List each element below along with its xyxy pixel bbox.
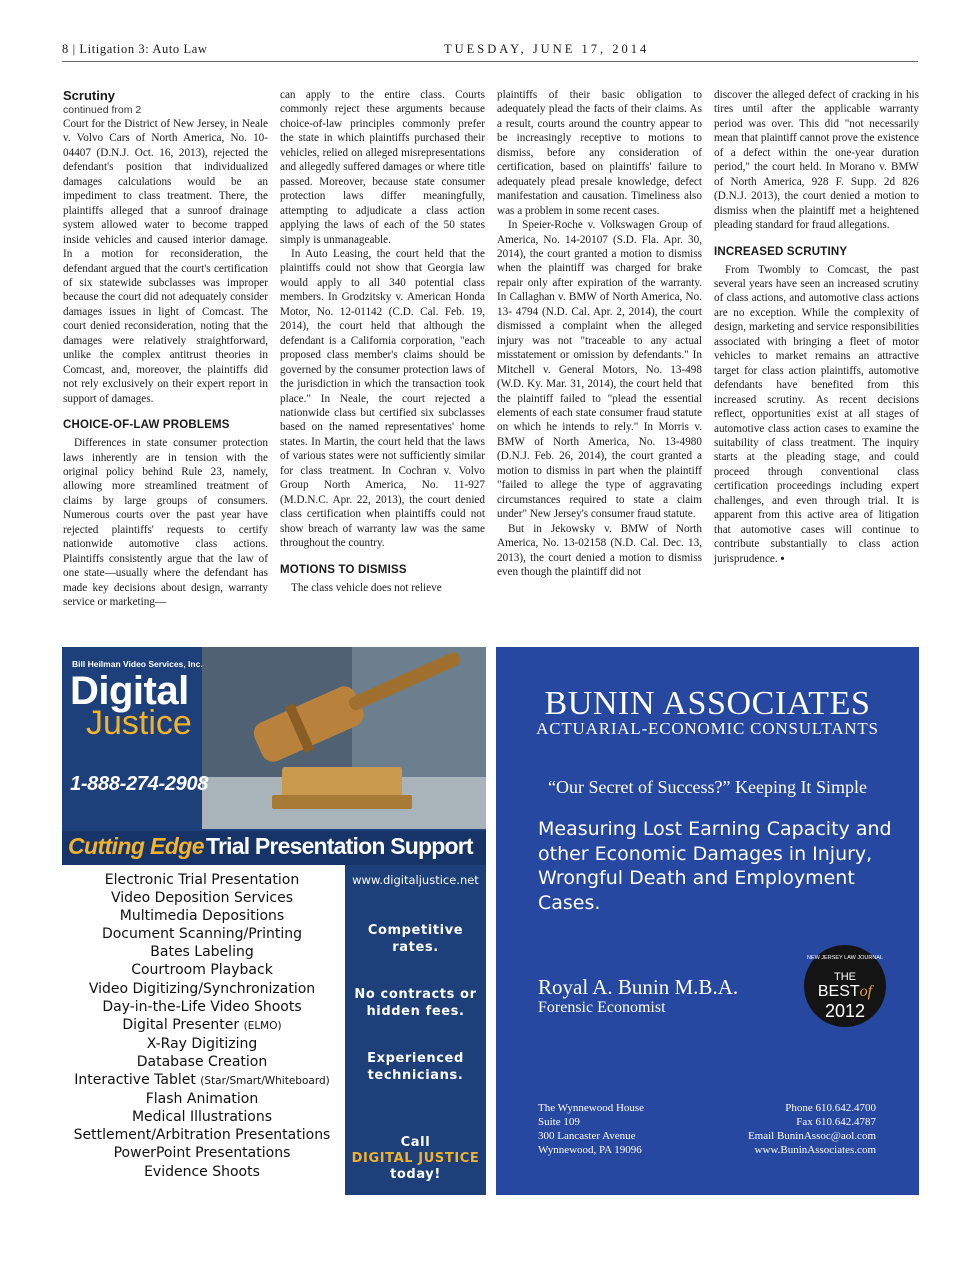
list-item xyxy=(62,1071,342,1090)
subheading: MOTIONS TO DISMISS xyxy=(280,563,407,576)
ad-tagline-left: Cutting Edge xyxy=(68,833,204,859)
gavel-icon xyxy=(202,647,486,829)
digital-justice-ad xyxy=(62,647,486,1195)
article-column-1 xyxy=(63,88,268,610)
list-item: Evidence Shoots xyxy=(144,1163,260,1180)
contact-phone: Phone 610.642.4700 xyxy=(785,1102,876,1114)
ad-url: www.digitaljustice.net xyxy=(352,873,479,887)
ad-person-title: Forensic Economist xyxy=(538,999,666,1016)
list-item: Flash Animation xyxy=(145,1091,259,1108)
address-line: Wynnewood, PA 19096 xyxy=(538,1144,642,1156)
paragraph-text: From Twombly to Comcast, the past several years have seen an increased scrutiny of class actions, and automotive class actions are no exception. While the complexity of design, marketing and service responsibilities associated with bringing a fleet of motor vehicles to market remains an attractive target for class action plaintiffs, automotive defendants have benefited from this increased scrutiny. As recent decisions reflect, opportunities exist at all stages of automotive class action cases to examine the suitability of class treatment. The inquiry starts at the pleading stage, and could proceed through conventional class certification proceedings including expert challenges, and even through trial. It is apparent from this active area of litigation that automotive cases will continue to contribute substantially to class action jurisprudence. xyxy=(714,263,919,565)
running-header xyxy=(62,40,918,62)
list-item: Video Deposition Services xyxy=(110,890,293,907)
issue-date: TUESDAY, JUNE 17, 2014 xyxy=(444,42,650,56)
ad-logo-line1: Digital xyxy=(70,669,189,713)
article-column-3 xyxy=(497,88,702,579)
list-item: X-Ray Digitizing xyxy=(146,1035,258,1052)
gavel-photo xyxy=(202,647,486,829)
list-item: Multimedia Depositions xyxy=(119,908,285,925)
ad-firm-name: BUNIN ASSOCIATES xyxy=(544,685,871,722)
paragraph: In Speier-Roche v. Volkswagen Group of America, No. 14-20107 (S.D. Fla. Apr. 30, 2014), the court granted a motion to dismiss when the plaintiff was charged for brake repair only after expiration of the warranty. In Callaghan v. BMW of North America, No. 13- 4794 (N.D. Cal. Apr. 2, 2014), the court dismissed a complaint when the alleged injury was not "traceable to any actual misstatement or omission by defendants." In Mitchell v. General Motors, No. 13-498 (W.D. Ky. Mar. 31, 2014), the court held that the plaintiff failed to "plead the essential elements of each state consumer fraud statute on which he intends to rely." In Morris v. BMW of North America, No. 13-4980 (D.N.J. Feb. 26, 2014), the court granted a motion to dismiss in part when the plaintiff "failed to allege the type of aggravating circumstances required to state a claim under" New Jersey's consumer fraud statute. xyxy=(497,219,702,521)
list-item: Settlement/Arbitration Presentations xyxy=(73,1127,331,1144)
list-item: Video Digitizing/Synchronization xyxy=(88,980,316,997)
badge-of-word: of xyxy=(859,983,873,1000)
paragraph: plaintiffs of their basic obligation to adequately plead the facts of their claims. As a result, courts around the country appear to be increasingly receptive to motions to dismiss, before any consideration of certification, based on plaintiffs' failure to adequately plead presale knowledge, defect manifestation and causation. Timeliness also was a problem in some recent cases. xyxy=(497,89,702,217)
ad-side-panel xyxy=(345,865,486,1195)
article-column-2 xyxy=(280,88,485,595)
subheading: CHOICE-OF-LAW PROBLEMS xyxy=(63,419,230,432)
ad-tagline: “Our Secret of Success?” Keeping It Simple xyxy=(548,777,867,797)
list-item-label: Digital Presenter xyxy=(122,1016,240,1033)
list-item: Document Scanning/Printing xyxy=(101,926,303,943)
paragraph: Court for the District of New Jersey, in Neale v. Volvo Cars of North America, No. 10-04407 (D.N.J. Oct. 16, 2013), rejected the defendant's position that individualized damages calculations would be an impediment to class treatment. There, the plaintiffs alleged that a sunroof drainage system allowed water to become trapped inside vehicles and caused interior damage. In a motion for reconsideration, the defendant argued that the court's certification of six statewide subclasses was improper because the court did not adequately consider damages issues in light of Comcast. The court denied reconsideration, noting that the damages were relatively straightforward, unlike the complex antitrust theories in Comcast, and, moreover, the plaintiffs did not rely exclusively on their expert report in support of damages. xyxy=(63,118,268,405)
continued-note: continued from 2 xyxy=(63,104,142,116)
list-item: Bates Labeling xyxy=(150,944,254,961)
article-kicker: Scrutiny xyxy=(63,88,116,103)
paragraph: can apply to the entire class. Courts commonly reject these arguments because choice-of-law principles commonly prefer the state in which plaintiffs purchased their vehicles, relied on alleged misrepresentations and allegedly suffered damages or where title passed. Moreover, because state consumer protection laws differ meaningfully, attempting to adjudicate a class action applying the laws of each of the 50 states simply is unmanageable. xyxy=(280,89,485,246)
ad-contact xyxy=(748,1101,876,1157)
list-item-label: Interactive Tablet xyxy=(74,1072,196,1089)
ad-phone: 1-888-274-2908 xyxy=(70,773,209,795)
bunin-associates-ad xyxy=(496,647,919,1195)
list-item-note: (Star/Smart/Whiteboard) xyxy=(200,1075,330,1088)
badge-the: THE xyxy=(834,971,856,983)
badge-publisher: NEW JERSEY LAW JOURNAL xyxy=(806,955,884,961)
list-item: Medical Illustrations xyxy=(131,1109,273,1126)
ad-address xyxy=(538,1101,644,1157)
ad-firm-subtitle: ACTUARIAL-ECONOMIC CONSULTANTS xyxy=(536,719,879,738)
paragraph xyxy=(714,263,919,567)
paragraph: The class vehicle does not relieve xyxy=(291,581,442,594)
list-item: PowerPoint Presentations xyxy=(113,1145,291,1162)
subheading: INCREASED SCRUTINY xyxy=(714,245,848,258)
call-line-2: DIGITAL JUSTICE xyxy=(351,1151,480,1166)
ad-person-name: Royal A. Bunin M.B.A. xyxy=(538,975,739,999)
address-line: 300 Lancaster Avenue xyxy=(538,1130,636,1142)
list-item: Electronic Trial Presentation xyxy=(104,872,300,888)
list-item-note: (ELMO) xyxy=(243,1019,282,1032)
ad-note-technicians: Experienced technicians. xyxy=(367,1051,464,1083)
contact-email: Email BuninAssoc@aol.com xyxy=(747,1130,876,1142)
end-mark: • xyxy=(780,552,785,565)
paragraph: In Auto Leasing, the court held that the plaintiffs could not show that Georgia law would apply to all 340 potential class members. In Grodzitsky v. American Honda Motor, No. 12-01142 (C.D. Cal. Feb. 19, 2014), the court held that although the defendant is a California corporation, "each proposed class member's claims should be governed by the consumer protection laws of the jurisdiction in which the transaction took place." In Neale, the court rejected a nationwide class but certified six subclasses based on the named representatives' home states. In Martin, the court held that the laws of various states were not sufficiently similar for class treatment. In Cochran v. Volvo Group North America, No. 11-927 (M.D.N.C. Apr. 22, 2013), the court denied class certification when plaintiffs could not show breach of warranty law was the same throughout the country. xyxy=(280,247,485,550)
list-item xyxy=(62,1016,342,1035)
list-item: Courtroom Playback xyxy=(131,962,273,979)
ad-company-name: Bill Heilman Video Services, Inc. xyxy=(72,659,203,669)
badge-best-word: BEST xyxy=(817,983,860,1000)
address-line: The Wynnewood House xyxy=(538,1102,645,1114)
call-line-1: Call xyxy=(400,1135,431,1150)
paragraph: Differences in state consumer protection laws inherently are in tension with the original policy behind Rule 23, namely, allowing more streamlined treatment of claims by large groups of consumers. Numerous courts over the past year have rejected plaintiffs' requests to certify nationwide automotive class actions. Plaintiffs consistently argue that the law of one state—usually where the defendant has made key decisions about design, warranty service or marketing— xyxy=(63,437,268,609)
badge-year: 2012 xyxy=(824,1001,866,1021)
ad-logo-line2: Justice xyxy=(86,704,192,742)
best-of-badge xyxy=(804,945,886,1027)
badge-best xyxy=(804,983,886,1001)
section-label: 8 | Litigation 3: Auto Law xyxy=(62,42,208,56)
contact-fax: Fax 610.642.4787 xyxy=(796,1116,876,1128)
ad-note-rates: Competitive rates. xyxy=(367,923,464,955)
list-item: Day-in-the-Life Video Shoots xyxy=(102,998,302,1015)
list-item: Database Creation xyxy=(136,1053,268,1070)
contact-website: www.BuninAssociates.com xyxy=(754,1144,876,1156)
paragraph: But in Jekowsky v. BMW of North America, No. 13-02158 (N.D. Cal. Dec. 13, 2013), the court denied a motion to dismiss even though the plaintiff did not xyxy=(497,522,702,578)
paragraph: discover the alleged defect of cracking in his tires until after the applicable warranty period was over. This did "not necessarily mean that plaintiff cannot prove the existence of a defect within the one-year duration period," the court held. In Morano v. BMW of North America, 928 F. Supp. 2d 826 (D.N.J. 2013), the court denied a motion to dismiss when the plaintiff met a heightened pleading standard for fraud allegations. xyxy=(714,89,919,232)
ad-tagline-right: Trial Presentation Support xyxy=(206,833,473,859)
services-list xyxy=(62,871,342,1181)
call-line-3: today! xyxy=(390,1167,441,1182)
ad-call-to-action xyxy=(345,1135,486,1183)
ad-body-text: Measuring Lost Earning Capacity and other Economic Damages in Injury, Wrongful Death and Employment Cases. xyxy=(538,818,892,914)
address-line: Suite 109 xyxy=(538,1116,580,1128)
ad-note-contracts: No contracts or hidden fees. xyxy=(354,987,477,1019)
article-column-4 xyxy=(714,88,919,566)
